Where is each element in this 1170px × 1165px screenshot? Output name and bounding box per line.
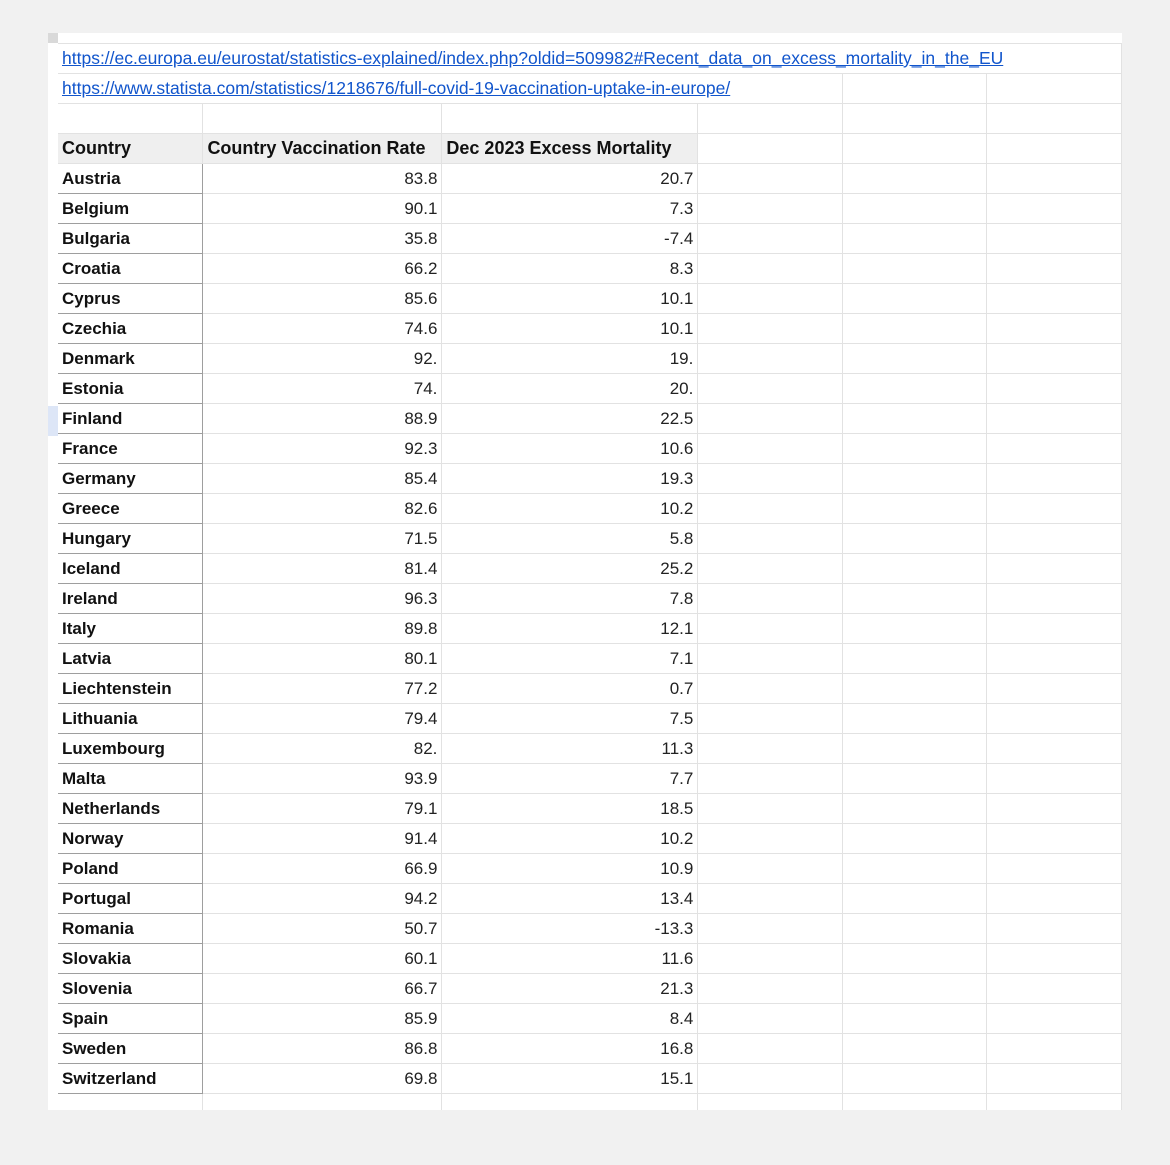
table-row (58, 614, 1122, 644)
empty-cell[interactable] (698, 434, 843, 464)
empty-cell[interactable] (843, 434, 987, 464)
empty-cell[interactable] (843, 554, 987, 584)
table-row (58, 1004, 1122, 1034)
table-row (58, 164, 1122, 194)
empty-cell[interactable] (843, 74, 987, 104)
excess-mortality-cell[interactable]: 15.1 (442, 1064, 698, 1094)
table-row (58, 914, 1122, 944)
empty-cell[interactable] (987, 1094, 1122, 1111)
empty-cell[interactable] (698, 1064, 843, 1094)
excess-mortality-cell[interactable]: 19.3 (442, 464, 698, 494)
empty-cell[interactable] (698, 674, 843, 704)
vaccination-rate-cell[interactable]: 71.5 (203, 524, 442, 554)
empty-cell[interactable] (987, 194, 1122, 224)
country-cell[interactable]: Cyprus (58, 284, 203, 314)
empty-cell[interactable] (987, 314, 1122, 344)
country-cell[interactable]: Austria (58, 164, 203, 194)
vaccination-rate-cell[interactable]: 66.9 (203, 854, 442, 884)
table-row (58, 344, 1122, 374)
empty-cell[interactable] (843, 134, 987, 164)
empty-cell[interactable] (698, 644, 843, 674)
vaccination-rate-cell[interactable]: 88.9 (203, 404, 442, 434)
empty-cell[interactable] (843, 1004, 987, 1034)
table-row (58, 764, 1122, 794)
empty-cell[interactable] (843, 884, 987, 914)
table-row (58, 554, 1122, 584)
empty-cell[interactable] (698, 194, 843, 224)
empty-cell[interactable] (987, 614, 1122, 644)
table-row (58, 1064, 1122, 1094)
empty-cell[interactable] (987, 284, 1122, 314)
country-cell[interactable]: Sweden (58, 1034, 203, 1064)
empty-cell[interactable] (987, 224, 1122, 254)
excess-mortality-cell[interactable]: 25.2 (442, 554, 698, 584)
country-cell[interactable]: Greece (58, 494, 203, 524)
empty-cell[interactable] (987, 914, 1122, 944)
empty-cell[interactable] (698, 134, 843, 164)
empty-cell[interactable] (843, 254, 987, 284)
vaccination-rate-cell[interactable]: 86.8 (203, 1034, 442, 1064)
empty-cell[interactable] (698, 374, 843, 404)
country-cell[interactable]: Finland (58, 404, 203, 434)
table-row (58, 974, 1122, 1004)
empty-cell[interactable] (987, 794, 1122, 824)
empty-cell[interactable] (843, 344, 987, 374)
empty-cell[interactable] (987, 344, 1122, 374)
excess-mortality-cell[interactable]: -13.3 (442, 914, 698, 944)
country-cell[interactable]: France (58, 434, 203, 464)
excess-mortality-cell[interactable]: 10.2 (442, 824, 698, 854)
vaccination-rate-cell[interactable]: 69.8 (203, 1064, 442, 1094)
empty-cell[interactable] (987, 104, 1122, 134)
excess-mortality-cell[interactable]: 16.8 (442, 1034, 698, 1064)
excess-mortality-cell[interactable]: 7.3 (442, 194, 698, 224)
empty-cell[interactable] (203, 1094, 442, 1111)
empty-cell[interactable] (843, 674, 987, 704)
empty-cell[interactable] (698, 224, 843, 254)
vaccination-rate-cell[interactable]: 83.8 (203, 164, 442, 194)
empty-cell[interactable] (843, 284, 987, 314)
table-row (58, 254, 1122, 284)
table-row (58, 404, 1122, 434)
empty-cell[interactable] (698, 734, 843, 764)
country-cell[interactable]: Netherlands (58, 794, 203, 824)
excess-mortality-cell[interactable]: 7.8 (442, 584, 698, 614)
empty-cell[interactable] (843, 914, 987, 944)
excess-mortality-cell[interactable]: 7.1 (442, 644, 698, 674)
empty-cell[interactable] (843, 764, 987, 794)
empty-cell[interactable] (843, 164, 987, 194)
empty-cell[interactable] (843, 1034, 987, 1064)
empty-cell[interactable] (987, 734, 1122, 764)
empty-cell[interactable] (843, 794, 987, 824)
empty-cell[interactable] (987, 134, 1122, 164)
empty-cell[interactable] (987, 1004, 1122, 1034)
country-cell[interactable]: Denmark (58, 344, 203, 374)
excess-mortality-cell[interactable]: 20.7 (442, 164, 698, 194)
country-cell[interactable]: Belgium (58, 194, 203, 224)
vaccination-rate-cell[interactable]: 77.2 (203, 674, 442, 704)
selected-row-indicator (48, 406, 58, 436)
table-row (58, 494, 1122, 524)
vaccination-rate-cell[interactable]: 85.9 (203, 1004, 442, 1034)
empty-cell[interactable] (987, 644, 1122, 674)
empty-cell[interactable] (843, 614, 987, 644)
table-row (58, 314, 1122, 344)
empty-cell[interactable] (698, 284, 843, 314)
eurostat-link[interactable]: https://ec.europa.eu/eurostat/statistics-explained/index.php?oldid=509982#Recent_data_on_excess_mortality_in_the_EU (62, 48, 1004, 68)
country-cell[interactable]: Portugal (58, 884, 203, 914)
vaccination-rate-cell[interactable]: 96.3 (203, 584, 442, 614)
header-excess-mortality[interactable]: Dec 2023 Excess Mortality (442, 134, 698, 164)
empty-cell[interactable] (987, 584, 1122, 614)
excess-mortality-cell[interactable]: 21.3 (442, 974, 698, 1004)
excess-mortality-cell[interactable]: 13.4 (442, 884, 698, 914)
empty-cell[interactable] (987, 704, 1122, 734)
table-row (58, 674, 1122, 704)
empty-cell[interactable] (843, 314, 987, 344)
empty-cell[interactable] (698, 824, 843, 854)
vaccination-rate-cell[interactable]: 35.8 (203, 224, 442, 254)
vaccination-rate-cell[interactable]: 50.7 (203, 914, 442, 944)
table-row (58, 434, 1122, 464)
excess-mortality-cell[interactable]: 5.8 (442, 524, 698, 554)
country-cell[interactable]: Poland (58, 854, 203, 884)
empty-cell[interactable] (987, 374, 1122, 404)
empty-cell[interactable] (987, 824, 1122, 854)
table-row (58, 944, 1122, 974)
country-cell[interactable]: Slovakia (58, 944, 203, 974)
empty-cell[interactable] (843, 104, 987, 134)
empty-cell[interactable] (698, 1004, 843, 1034)
empty-cell[interactable] (987, 164, 1122, 194)
country-cell[interactable]: Romania (58, 914, 203, 944)
empty-cell[interactable] (698, 404, 843, 434)
empty-cell[interactable] (442, 1094, 698, 1111)
excess-mortality-cell[interactable]: 10.2 (442, 494, 698, 524)
empty-cell[interactable] (987, 674, 1122, 704)
empty-cell[interactable] (987, 434, 1122, 464)
empty-cell[interactable] (843, 974, 987, 1004)
country-cell[interactable]: Luxembourg (58, 734, 203, 764)
spreadsheet-grid (48, 33, 1122, 1110)
vaccination-rate-cell[interactable]: 92. (203, 344, 442, 374)
empty-cell[interactable] (58, 1094, 203, 1111)
vaccination-rate-cell[interactable]: 81.4 (203, 554, 442, 584)
header-vaccination-rate[interactable]: Country Vaccination Rate (203, 134, 442, 164)
empty-cell[interactable] (987, 554, 1122, 584)
excess-mortality-cell[interactable]: 10.9 (442, 854, 698, 884)
empty-cell[interactable] (698, 104, 843, 134)
select-all-corner[interactable] (48, 33, 58, 43)
vaccination-rate-cell[interactable]: 66.2 (203, 254, 442, 284)
table-row (58, 644, 1122, 674)
country-cell[interactable]: Germany (58, 464, 203, 494)
empty-cell[interactable] (987, 464, 1122, 494)
empty-cell[interactable] (843, 644, 987, 674)
vaccination-rate-cell[interactable]: 92.3 (203, 434, 442, 464)
empty-cell[interactable] (698, 464, 843, 494)
country-cell[interactable]: Slovenia (58, 974, 203, 1004)
empty-cell[interactable] (843, 524, 987, 554)
country-cell[interactable]: Switzerland (58, 1064, 203, 1094)
empty-cell[interactable] (843, 854, 987, 884)
table-row (58, 224, 1122, 254)
empty-cell[interactable] (843, 464, 987, 494)
empty-cell[interactable] (843, 194, 987, 224)
empty-cell[interactable] (843, 824, 987, 854)
statista-link[interactable]: https://www.statista.com/statistics/1218676/full-covid-19-vaccination-uptake-in-europe/ (62, 78, 731, 98)
empty-cell[interactable] (843, 1064, 987, 1094)
excess-mortality-cell[interactable]: 7.5 (442, 704, 698, 734)
country-cell[interactable]: Norway (58, 824, 203, 854)
table-row (58, 524, 1122, 554)
table-row (58, 704, 1122, 734)
cell-table (58, 43, 1122, 1110)
vaccination-rate-cell[interactable]: 89.8 (203, 614, 442, 644)
empty-cell[interactable] (843, 404, 987, 434)
empty-cell[interactable] (698, 614, 843, 644)
vaccination-rate-cell[interactable]: 85.4 (203, 464, 442, 494)
table-row (58, 194, 1122, 224)
empty-cell[interactable] (698, 344, 843, 374)
excess-mortality-cell[interactable]: 11.6 (442, 944, 698, 974)
excess-mortality-cell[interactable]: 19. (442, 344, 698, 374)
vaccination-rate-cell[interactable]: 74. (203, 374, 442, 404)
vaccination-rate-cell[interactable]: 80.1 (203, 644, 442, 674)
excess-mortality-cell[interactable]: -7.4 (442, 224, 698, 254)
country-cell[interactable]: Czechia (58, 314, 203, 344)
empty-cell[interactable] (698, 494, 843, 524)
table-row (58, 374, 1122, 404)
empty-cell[interactable] (843, 374, 987, 404)
excess-mortality-cell[interactable]: 20. (442, 374, 698, 404)
country-cell[interactable]: Hungary (58, 524, 203, 554)
empty-cell[interactable] (987, 1064, 1122, 1094)
table-row (58, 584, 1122, 614)
empty-cell[interactable] (987, 524, 1122, 554)
vaccination-rate-cell[interactable]: 90.1 (203, 194, 442, 224)
empty-cell[interactable] (698, 974, 843, 1004)
excess-mortality-cell[interactable]: 8.4 (442, 1004, 698, 1034)
link-cell[interactable] (58, 44, 1122, 74)
header-country[interactable]: Country (58, 134, 203, 164)
excess-mortality-cell[interactable]: 10.1 (442, 314, 698, 344)
table-row (58, 1034, 1122, 1064)
country-cell[interactable]: Lithuania (58, 704, 203, 734)
empty-cell[interactable] (843, 494, 987, 524)
vaccination-rate-cell[interactable]: 91.4 (203, 824, 442, 854)
excess-mortality-cell[interactable]: 11.3 (442, 734, 698, 764)
country-cell[interactable]: Croatia (58, 254, 203, 284)
empty-cell[interactable] (203, 104, 442, 134)
link-cell[interactable] (58, 74, 843, 104)
empty-cell[interactable] (987, 74, 1122, 104)
vaccination-rate-cell[interactable]: 94.2 (203, 884, 442, 914)
empty-cell[interactable] (987, 1034, 1122, 1064)
vaccination-rate-cell[interactable]: 74.6 (203, 314, 442, 344)
empty-cell[interactable] (698, 704, 843, 734)
table-row (58, 794, 1122, 824)
country-cell[interactable]: Bulgaria (58, 224, 203, 254)
empty-cell[interactable] (698, 764, 843, 794)
country-cell[interactable]: Ireland (58, 584, 203, 614)
country-cell[interactable]: Estonia (58, 374, 203, 404)
excess-mortality-cell[interactable]: 0.7 (442, 674, 698, 704)
empty-cell[interactable] (843, 584, 987, 614)
vaccination-rate-cell[interactable]: 60.1 (203, 944, 442, 974)
empty-cell[interactable] (987, 944, 1122, 974)
empty-cell[interactable] (987, 884, 1122, 914)
empty-cell[interactable] (58, 104, 203, 134)
excess-mortality-cell[interactable]: 22.5 (442, 404, 698, 434)
country-cell[interactable]: Italy (58, 614, 203, 644)
excess-mortality-cell[interactable]: 10.6 (442, 434, 698, 464)
table-row (58, 824, 1122, 854)
empty-cell[interactable] (698, 854, 843, 884)
empty-cell[interactable] (843, 704, 987, 734)
excess-mortality-cell[interactable]: 7.7 (442, 764, 698, 794)
empty-cell[interactable] (987, 494, 1122, 524)
empty-cell[interactable] (987, 974, 1122, 1004)
table-row (58, 734, 1122, 764)
empty-cell[interactable] (698, 554, 843, 584)
vaccination-rate-cell[interactable]: 82. (203, 734, 442, 764)
empty-cell[interactable] (987, 854, 1122, 884)
empty-cell[interactable] (698, 164, 843, 194)
excess-mortality-cell[interactable]: 8.3 (442, 254, 698, 284)
empty-cell[interactable] (698, 254, 843, 284)
vaccination-rate-cell[interactable]: 85.6 (203, 284, 442, 314)
empty-cell[interactable] (698, 794, 843, 824)
empty-cell[interactable] (698, 1034, 843, 1064)
empty-cell[interactable] (843, 734, 987, 764)
empty-cell[interactable] (843, 944, 987, 974)
table-row (58, 464, 1122, 494)
country-cell[interactable]: Iceland (58, 554, 203, 584)
country-cell[interactable]: Malta (58, 764, 203, 794)
empty-cell[interactable] (843, 224, 987, 254)
vaccination-rate-cell[interactable]: 79.4 (203, 704, 442, 734)
empty-cell[interactable] (987, 254, 1122, 284)
table-row (58, 854, 1122, 884)
excess-mortality-cell[interactable]: 12.1 (442, 614, 698, 644)
vaccination-rate-cell[interactable]: 82.6 (203, 494, 442, 524)
empty-cell[interactable] (987, 404, 1122, 434)
empty-cell[interactable] (843, 1094, 987, 1111)
country-cell[interactable]: Spain (58, 1004, 203, 1034)
empty-cell[interactable] (698, 584, 843, 614)
empty-cell[interactable] (698, 914, 843, 944)
empty-cell[interactable] (698, 884, 843, 914)
country-cell[interactable]: Liechtenstein (58, 674, 203, 704)
vaccination-rate-cell[interactable]: 79.1 (203, 794, 442, 824)
empty-cell[interactable] (698, 524, 843, 554)
country-cell[interactable]: Latvia (58, 644, 203, 674)
empty-cell[interactable] (987, 764, 1122, 794)
excess-mortality-cell[interactable]: 10.1 (442, 284, 698, 314)
empty-cell[interactable] (698, 944, 843, 974)
empty-cell[interactable] (442, 104, 698, 134)
excess-mortality-cell[interactable]: 18.5 (442, 794, 698, 824)
table-row (58, 884, 1122, 914)
empty-cell[interactable] (698, 1094, 843, 1111)
table-row (58, 284, 1122, 314)
vaccination-rate-cell[interactable]: 93.9 (203, 764, 442, 794)
empty-cell[interactable] (698, 314, 843, 344)
vaccination-rate-cell[interactable]: 66.7 (203, 974, 442, 1004)
